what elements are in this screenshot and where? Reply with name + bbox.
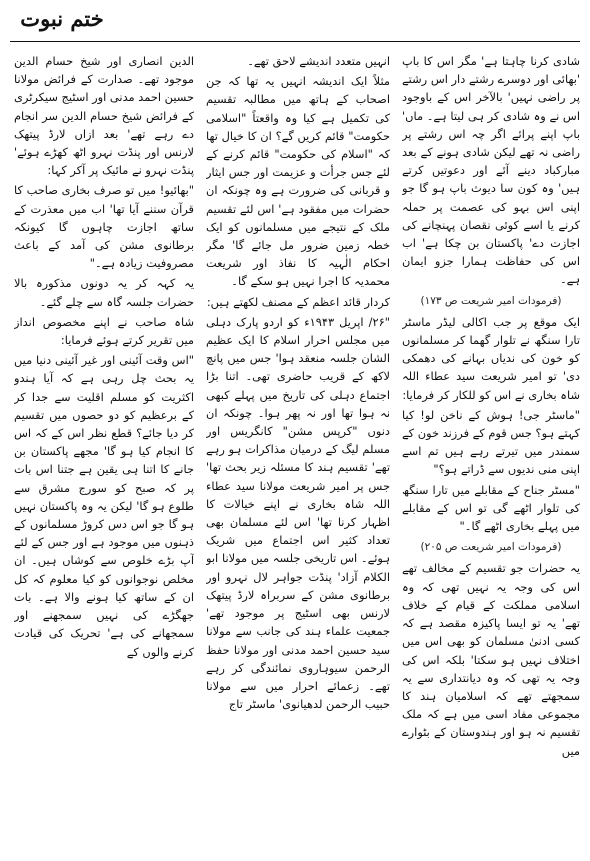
body-paragraph: شاہ صاحب نے اپنے مخصوص انداز میں تقریر کرتے ہوئے فرمایا: [14,314,194,348]
quotation-paragraph: "بھائیو! میں تو صرف بخاری صاحب کا قرآن سننے آیا تھا' اب میں معذرت کے ساتھ اجازت چاہوں گا کیونکہ برطانوی مشن کی آمد کے باعث مصروفیت زیادہ ہے۔" [14,183,194,271]
body-paragraph: شادی کرنا چاہتا ہے' مگر اس کا باپ 'بھائی اور دوسرے رشتے دار اس رشتے پر راضی نہیں' بالآخر اس کے باوجود اس نے وہ شادی کر ہی لیتا ہے۔ ماں' باپ اپنے پرائے اگر چہ اس رشتے پر راضی نہ تھے لیکن شادی ہونے کے بعد مبارکباد دینے آئے اور دعوتیں کرتے ہیں' وہ کون سا دیوث باپ ہو گا جو اپنی اس بہو کی عصمت پر حملہ کرنے یا اسے کوئی نقصان پہنچانے کی اجازت دے' پاکستان بن چکا ہے' اب اس کی حفاظت ہمارا جزو ایمان ہے۔ [402,54,580,287]
body-paragraph: مثلاً ایک اندیشہ انہیں یہ تھا کہ جن اصحاب کے ہاتھ میں مطالبہ تقسیم کی تکمیل ہے کیا وہ واقعتاً "اسلامی حکومت" قائم کریں گے؟ ان کا خیال تھا کہ "اسلام کی حکومت" قائم کرنے کے لئے جس جرأت و عزیمت اور جس ایثار و قربانی کی ضرورت ہے وہ چونکہ ان حضرات میں مفقود ہے' اس لئے تقسیم ملک کے نتیجے میں مسلمانوں کو ایک خطہ زمین ضرور مل جائے گا' مگر احکام الٰہیہ کا نفاذ اور شریعت محمدیہ کا اجرا نہیں ہو سکے گا۔ [206,74,390,289]
citation: (فرمودات امیر شریعت ص ۱۷۳) [420,294,562,307]
body-paragraph: الدین انصاری اور شیخ حسام الدین موجود تھے۔ صدارت کے فرائض مولانا حسین احمد مدنی اور اسٹیج سیکرٹری کے فرائض شیخ حسام الدین سر انجام دے رہے تھے' بعد ازاں لارڈ پیتھک لارنس اور پنڈت نہرو اٹھ کھڑے ہوئے' پنڈت نہرو نے مائیک پر آکر کہا: [14,54,194,178]
body-paragraph: یہ کہہ کر یہ دونوں مذکورہ بالا حضرات جلسہ گاہ سے چلے گئے۔ [14,276,194,309]
quotation-paragraph: "ماسٹر جی! ہوش کے ناخن لو! کیا کہتے ہو؟ جس قوم کے فرزند خون کے سمندر میں تیرتے رہے ہیں تم اسے اپنی منی ندیوں سے ڈراتے ہو؟" [402,407,580,477]
quotation-paragraph: "مسٹر جناح کے مقابلے میں تارا سنگھ کی تلوار اٹھے گی تو اس کے مقابلے میں پہلے بخاری اٹھے گا۔" [402,482,580,534]
body-paragraph: انہیں متعدد اندیشے لاحق تھے۔ [247,54,390,68]
column-middle [206,52,390,855]
khatm-e-nubuwwat-logo: ختم نبوت [20,6,104,31]
body-paragraph: یہ حضرات جو تقسیم کے مخالف تھے اس کی وجہ یہ نہیں تھی کہ وہ اسلامی مملکت کے قیام کے خلاف تھے' یہ تو ایسا پاکیزہ مقصد ہے کہ کسی ادنیٰ مسلمان کو بھی اس میں اختلاف نہیں ہو سکتا' بلکہ اس کی وجہ یہ تھی کہ وہ دیانتداری سے یہ سمجھتے تھے کہ اسلامیان ہند کا مجموعی مفاد اسی میں ہے کہ ملک تقسیم نہ ہو اور ہندوستان کے بٹوارے میں [402,561,580,758]
column-left [14,52,194,855]
header-rule [10,41,580,42]
quotation-paragraph: "۲۶/ اپریل ۱۹۴۳ء کو اردو پارک دہلی میں مجلس احرار اسلام کا ایک عظیم الشان جلسہ منعقد ہوا' جس میں پانچ لاکھ کے قریب حاضری تھی۔ اتنا بڑا اجتماع دہلی کی تاریخ میں پہلے کبھی نہ ہوا تھا اور نہ پھر ہوا۔ چونکہ ان دنوں "کرپس مشن" کانگریس اور مسلم لیگ کے درمیان مذاکرات ہو رہے تھے' تقسیم ہند کا مسئلہ زیر بحث تھا' جس پر امیر شریعت مولانا سید عطاء اللہ شاہ بخاری نے اپنے خیالات کا اظہار کرنا تھا' اس لئے مسلمان بھی تعداد کثیر اس اجتماع میں شریک ہوئے۔ اس تاریخی جلسہ میں مولانا ابو الکلام آزاد' پنڈت جواہر لال نہرو اور برطانوی مشن کے سربراہ لارڈ پیتھک لارنس بھی اسٹیج پر موجود تھے' جمعیت علماء ہند کی جانب سے مولانا سید حسین احمد مدنی اور مولانا حفظ الرحمن سیوہاروی نمائندگی کر رہے تھے۔ زعمائے احرار میں سے مولانا حبیب الرحمن لدھیانوی' ماسٹر تاج [206,314,390,712]
citation: (فرمودات امیر شریعت ص ۲۰۵) [420,541,562,554]
body-paragraph: ایک موقع پر جب اکالی لیڈر ماسٹر تارا سنگھ نے تلوار گھما کر مسلمانوں کو خون کی ندیاں بہانے کی دھمکی دی' تو امیر شریعت سید عطاء اللہ شاہ بخاری نے اس کو للکار کر فرمایا: [402,314,580,402]
body-paragraph: کردار قائد اعظم کے مصنف لکھتے ہیں: [206,294,390,309]
column-right [402,52,580,855]
margin-watermark [1,760,9,850]
quotation-paragraph: "اس وقت آئینی اور غیر آئینی دنیا میں یہ بحث چل رہی ہے کہ آیا ہندو اکثریت کو مسلم اقلیت سے جدا کر کے برعظیم کو دو حصوں میں تقسیم کر دیا جائے؟ قطع نظر اس کے کہ اس کا انجام کیا ہو گا' مجھے پاکستان بن جانے کا اتنا ہی یقین ہے جتنا اس بات پر کہ صبح کو سورج مشرق سے طلوع ہو گا' لیکن یہ وہ پاکستان نہیں ہو گا جو اس دس کروڑ مسلمانوں کے ذہنوں میں موجود ہے اور جس کے لئے آپ بڑے خلوص سے کوشاں ہیں۔ ان مخلص نوجوانوں کو کیا معلوم کہ کل ان کے ساتھ کیا ہونے والا ہے۔ بات جھگڑے کی نہیں سمجھنے اور سمجھانے کی ہے' تحریک کی قیادت کرنے والوں کے [14,353,194,659]
